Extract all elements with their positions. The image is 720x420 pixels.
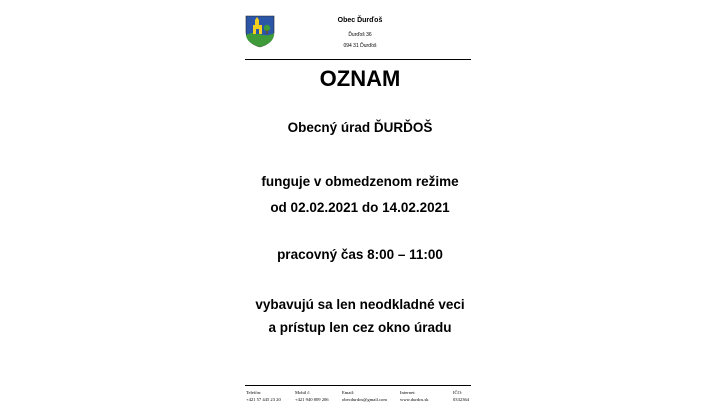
footer-ico-value: 0332364 bbox=[453, 397, 470, 402]
footer-web bbox=[400, 389, 429, 403]
header-divider bbox=[245, 59, 471, 60]
municipality-city: 094 31 Ďurďoš bbox=[343, 43, 377, 49]
office-line: Obecný úrad ĎURĎOŠ bbox=[287, 120, 433, 135]
footer-phone-value: +421 57 445 23 20 bbox=[246, 397, 281, 402]
footer-mobile bbox=[295, 389, 329, 403]
footer-mobile-label: Mobil č. bbox=[295, 390, 311, 395]
note-line-2: a prístup len cez okno úradu bbox=[268, 320, 452, 335]
note-line-1: vybavujú sa len neodkladné veci bbox=[255, 297, 465, 312]
footer-divider bbox=[245, 385, 471, 386]
footer-ico-label: IČO: bbox=[453, 390, 463, 395]
coat-of-arms-icon bbox=[245, 15, 275, 48]
footer-phone-label: Telefón: bbox=[246, 390, 262, 395]
footer-phone bbox=[246, 389, 281, 403]
footer-email bbox=[342, 389, 387, 403]
municipality-address: Ďurďoš 36 bbox=[348, 32, 372, 38]
footer-email-value: obecdurdos@gmail.com bbox=[342, 397, 387, 402]
municipality-name: Obec Ďurďoš bbox=[337, 17, 383, 24]
hours-line: pracovný čas 8:00 – 11:00 bbox=[277, 247, 443, 262]
footer-ico bbox=[453, 389, 469, 403]
footer-web-value: www.durdos.sk bbox=[400, 397, 429, 402]
footer-email-label: Email: bbox=[342, 390, 355, 395]
notice-title: OZNAM bbox=[319, 66, 401, 91]
footer-web-label: Internet: bbox=[400, 390, 416, 395]
footer-mobile-value: +421 940 809 206 bbox=[295, 397, 329, 402]
mode-line: funguje v obmedzenom režime bbox=[261, 174, 459, 189]
period-line: od 02.02.2021 do 14.02.2021 bbox=[270, 200, 450, 215]
